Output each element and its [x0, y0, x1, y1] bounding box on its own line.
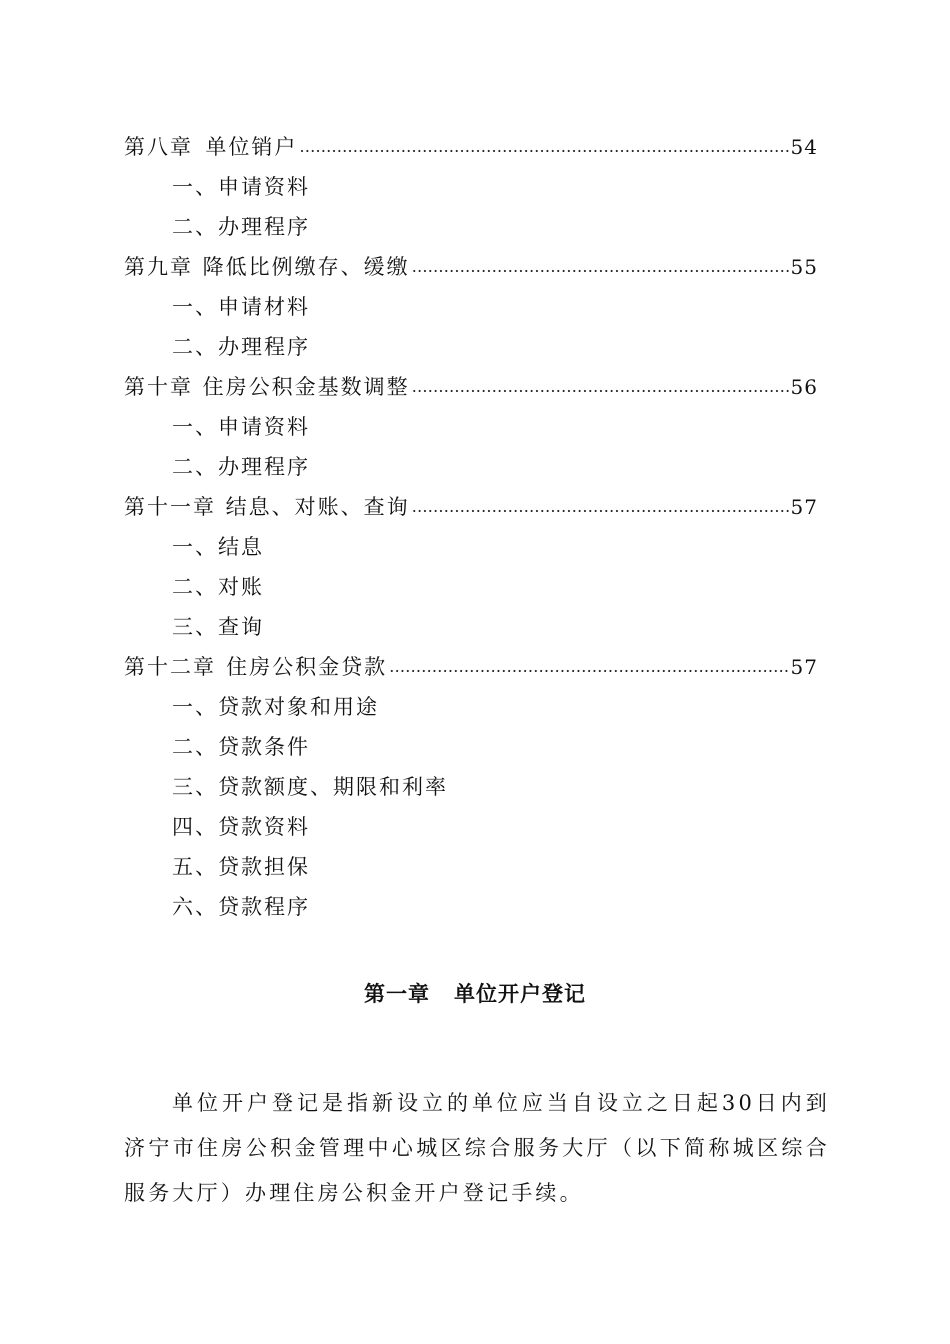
- toc-page-number: 57: [790, 495, 818, 519]
- toc-section-entry: [124, 847, 818, 887]
- toc-section-title: 二、对账: [172, 575, 264, 599]
- toc-section-title: 四、贷款资料: [172, 815, 310, 839]
- toc-chapter-title: 住房公积金基数调整: [202, 375, 410, 399]
- toc-section-entry: [124, 807, 818, 847]
- toc-section-entry: [124, 567, 818, 607]
- toc-section-entry: [124, 607, 818, 647]
- toc-section-entry: [124, 887, 818, 927]
- toc-chapter-title: 住房公积金贷款: [226, 655, 388, 679]
- toc-dot-leader: [412, 367, 789, 407]
- toc-section-entry: [124, 407, 818, 447]
- toc-section-title: 一、结息: [172, 535, 264, 559]
- toc-section-title: 一、申请资料: [172, 175, 310, 199]
- chapter-heading-title: 单位开户登记: [454, 982, 586, 1006]
- toc-section-entry: [124, 447, 818, 487]
- toc-chapter-number: 第八章: [124, 135, 193, 159]
- toc-chapter-title: 单位销户: [205, 135, 298, 159]
- toc-chapter-entry: [124, 127, 818, 167]
- toc-chapter-entry: [124, 247, 818, 287]
- toc-section-title: 五、贷款担保: [172, 855, 310, 879]
- toc-section-entry: [124, 527, 818, 567]
- toc-section-title: 二、办理程序: [172, 455, 310, 479]
- toc-chapter-number: 第十一章: [124, 495, 216, 519]
- toc-section-title: 二、办理程序: [172, 335, 310, 359]
- toc-section-entry: [124, 167, 818, 207]
- chapter-heading: [0, 978, 950, 1008]
- toc-section-title: 一、申请资料: [172, 415, 310, 439]
- toc-section-entry: [124, 687, 818, 727]
- toc-section-entry: [124, 767, 818, 807]
- toc-page-number: 56: [790, 375, 818, 399]
- toc-dot-leader: [412, 247, 789, 287]
- chapter-heading-number: 第一章: [364, 982, 430, 1006]
- toc-section-title: 一、贷款对象和用途: [172, 695, 379, 719]
- toc-section-entry: [124, 327, 818, 367]
- toc-section-entry: [124, 287, 818, 327]
- toc-chapter-entry: [124, 647, 818, 687]
- toc-dot-leader: [389, 647, 788, 687]
- toc-section-title: 一、申请材料: [172, 295, 310, 319]
- toc-section-title: 三、查询: [172, 615, 264, 639]
- toc-page-number: 57: [790, 655, 818, 679]
- toc-dot-leader: [299, 127, 788, 167]
- toc-chapter-entry: [124, 487, 818, 527]
- toc-chapter-title: 结息、对账、查询: [225, 495, 410, 519]
- table-of-contents: [124, 127, 818, 927]
- toc-page-number: 55: [790, 255, 818, 279]
- toc-section-title: 三、贷款额度、期限和利率: [172, 775, 448, 799]
- toc-section-title: 二、贷款条件: [172, 735, 310, 759]
- toc-chapter-title: 降低比例缴存、缓缴: [202, 255, 410, 279]
- body-paragraph: 单位开户登记是指新设立的单位应当自设立之日起30日内到济宁市住房公积金管理中心城区综合服务大厅（以下简称城区综合服务大厅）办理住房公积金开户登记手续。: [124, 1091, 830, 1205]
- toc-page-number: 54: [790, 135, 818, 159]
- toc-chapter-number: 第九章: [124, 255, 193, 279]
- toc-chapter-number: 第十章: [124, 375, 193, 399]
- toc-section-entry: [124, 207, 818, 247]
- toc-chapter-number: 第十二章: [124, 655, 216, 679]
- toc-dot-leader: [412, 487, 789, 527]
- toc-section-title: 二、办理程序: [172, 215, 310, 239]
- toc-section-title: 六、贷款程序: [172, 895, 310, 919]
- toc-section-entry: [124, 727, 818, 767]
- toc-chapter-entry: [124, 367, 818, 407]
